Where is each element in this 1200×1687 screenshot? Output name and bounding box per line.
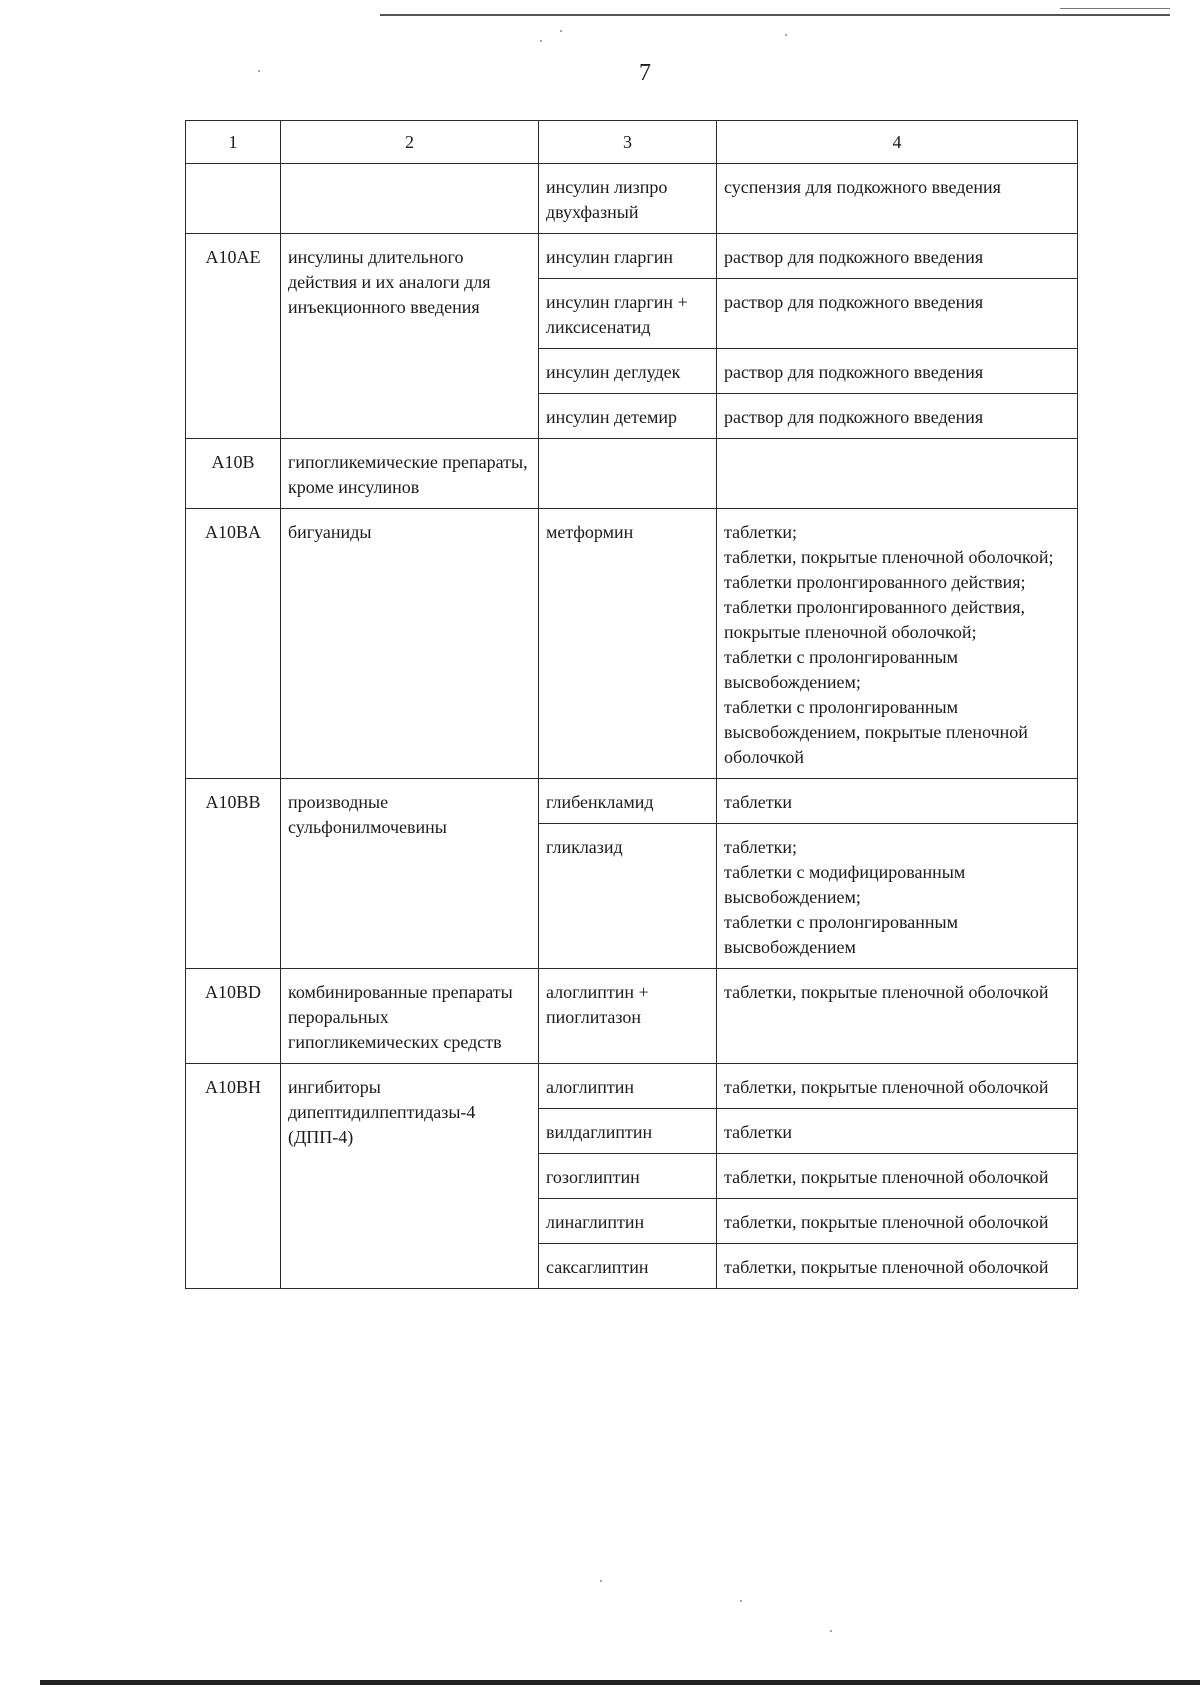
table-header-row xyxy=(186,121,1078,164)
dosage-form-cell: таблетки, покрытые пленочной оболочкой xyxy=(717,1199,1078,1244)
table-row xyxy=(186,1064,1078,1109)
group-name-cell: комбинированные препараты пероральных гипогликемических средств xyxy=(281,969,539,1064)
drug-name-cell: вилдаглиптин xyxy=(539,1109,717,1154)
table-row xyxy=(186,439,1078,509)
drug-name-cell: линаглиптин xyxy=(539,1199,717,1244)
scan-speck xyxy=(560,30,562,32)
drug-name-cell: инсулин гларгин + ликсисенатид xyxy=(539,279,717,349)
group-name-cell-empty xyxy=(281,164,539,234)
scan-border-bottom xyxy=(40,1680,1200,1685)
dosage-form-cell: раствор для подкожного введения xyxy=(717,394,1078,439)
drug-name-cell: глибенкламид xyxy=(539,779,717,824)
drug-name-cell: гозоглиптин xyxy=(539,1154,717,1199)
scan-speck xyxy=(540,40,542,42)
scan-border-top-right xyxy=(1060,8,1170,9)
scan-speck xyxy=(785,34,787,36)
dosage-form-cell: таблетки; таблетки с модифицированным высвобождением; таблетки с пролонгированным высвобождением xyxy=(717,824,1078,969)
dosage-form-cell: таблетки; таблетки, покрытые пленочной оболочкой; таблетки пролонгированного действия; таблетки пролонгированного действия, покрытые пленочной оболочкой; таблетки с пролонгированным высвобождением; таблетки с пролонгированным высвобождением, покрытые пленочной оболочкой xyxy=(717,509,1078,779)
dosage-form-cell: таблетки, покрытые пленочной оболочкой xyxy=(717,969,1078,1064)
dosage-form-cell: суспензия для подкожного введения xyxy=(717,164,1078,234)
drug-name-cell: инсулин деглудек xyxy=(539,349,717,394)
dosage-form-cell: таблетки, покрытые пленочной оболочкой xyxy=(717,1154,1078,1199)
atc-code-cell: A10BB xyxy=(186,779,281,969)
column-header-1: 1 xyxy=(186,121,281,164)
group-name-cell: ингибиторы дипептидилпептидазы-4 (ДПП-4) xyxy=(281,1064,539,1289)
dosage-form-cell: таблетки, покрытые пленочной оболочкой xyxy=(717,1064,1078,1109)
table-row xyxy=(186,234,1078,279)
atc-code-cell: A10BH xyxy=(186,1064,281,1289)
dosage-form-cell: таблетки xyxy=(717,779,1078,824)
drug-name-cell xyxy=(539,439,717,509)
atc-code-cell: A10B xyxy=(186,439,281,509)
atc-code-cell: A10AE xyxy=(186,234,281,439)
dosage-form-cell: раствор для подкожного введения xyxy=(717,349,1078,394)
drug-name-cell: алоглиптин + пиоглитазон xyxy=(539,969,717,1064)
column-header-2: 2 xyxy=(281,121,539,164)
scan-speck xyxy=(258,70,260,72)
group-name-cell: гипогликемические препараты, кроме инсулинов xyxy=(281,439,539,509)
dosage-form-cell xyxy=(717,439,1078,509)
drug-classification-table xyxy=(185,120,1078,1289)
dosage-form-cell: раствор для подкожного введения xyxy=(717,279,1078,349)
group-name-cell: инсулины длительного действия и их аналоги для инъекционного введения xyxy=(281,234,539,439)
scan-speck xyxy=(830,1630,832,1632)
group-name-cell: бигуаниды xyxy=(281,509,539,779)
atc-code-cell: A10BA xyxy=(186,509,281,779)
drug-name-cell: инсулин детемир xyxy=(539,394,717,439)
drug-name-cell: гликлазид xyxy=(539,824,717,969)
scan-speck xyxy=(740,1600,742,1602)
column-header-4: 4 xyxy=(717,121,1078,164)
group-name-cell: производные сульфонилмочевины xyxy=(281,779,539,969)
drug-name-cell: метформин xyxy=(539,509,717,779)
table-row-continuation xyxy=(186,164,1078,234)
drug-name-cell: саксаглиптин xyxy=(539,1244,717,1289)
atc-code-cell: A10BD xyxy=(186,969,281,1064)
scan-speck xyxy=(600,1580,602,1582)
scan-border-top xyxy=(380,14,1170,16)
drug-name-cell: инсулин лизпро двухфазный xyxy=(539,164,717,234)
table-body xyxy=(186,121,1078,1289)
code-cell-empty xyxy=(186,164,281,234)
table-row xyxy=(186,969,1078,1064)
dosage-form-cell: таблетки, покрытые пленочной оболочкой xyxy=(717,1244,1078,1289)
drug-name-cell: инсулин гларгин xyxy=(539,234,717,279)
page-number: 7 xyxy=(639,60,651,86)
dosage-form-cell: таблетки xyxy=(717,1109,1078,1154)
column-header-3: 3 xyxy=(539,121,717,164)
table-row xyxy=(186,509,1078,779)
table-row xyxy=(186,779,1078,824)
drug-name-cell: алоглиптин xyxy=(539,1064,717,1109)
dosage-form-cell: раствор для подкожного введения xyxy=(717,234,1078,279)
